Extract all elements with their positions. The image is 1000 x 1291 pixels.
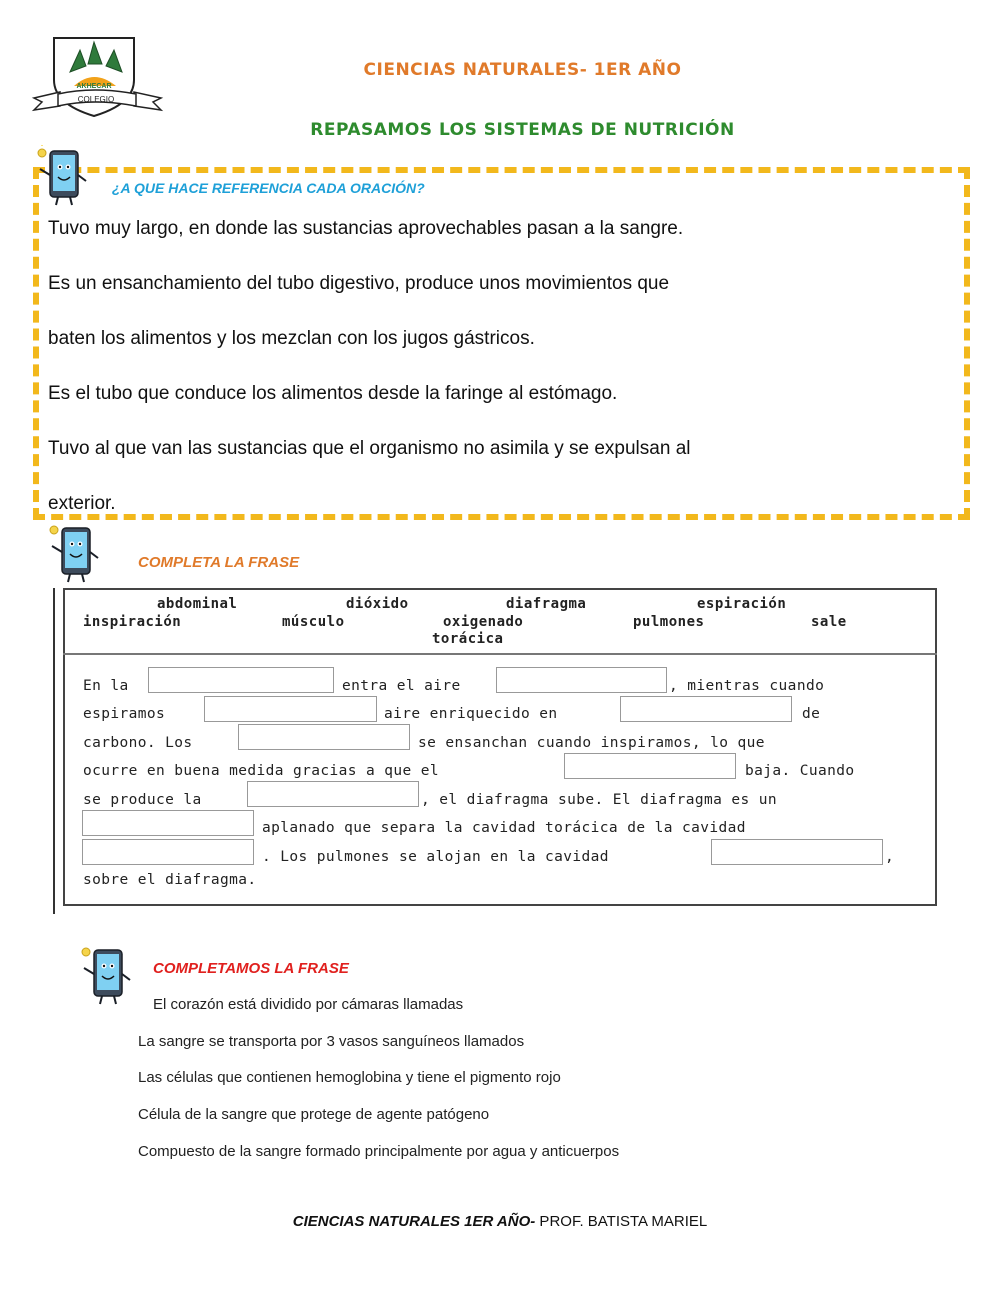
section2-heading: COMPLETA LA FRASE (138, 554, 300, 571)
fill-blank-4[interactable] (620, 696, 792, 722)
exercise-text: entra el aire (342, 678, 461, 694)
page-footer (0, 1213, 1000, 1230)
question-line-3: Las células que contienen hemoglobina y tiene el pigmento rojo (138, 1069, 561, 1086)
page-subtitle: REPASAMOS LOS SISTEMAS DE NUTRICIÓN (310, 120, 735, 140)
footer-teacher: PROF. BATISTA MARIEL (535, 1213, 708, 1230)
word-bank-divider (63, 653, 937, 655)
fill-blank-10[interactable] (711, 839, 883, 865)
exercise-text: de (802, 706, 821, 722)
exercise-text: , mientras cuando (669, 678, 825, 694)
exercise-text: En la (83, 678, 129, 694)
question-line-1: El corazón está dividido por cámaras llamadas (153, 996, 464, 1013)
question-line-4: Célula de la sangre que protege de agente patógeno (138, 1106, 490, 1123)
question-line-5: Compuesto de la sangre formado principalmente por agua y anticuerpos (138, 1143, 620, 1160)
fill-blank-9[interactable] (82, 839, 254, 865)
exercise-text: espiramos (83, 706, 166, 722)
word-bank-item: torácica (432, 631, 504, 647)
sentence-4: Tuvo al que van las sustancias que el organismo no asimila y se expulsan al (48, 438, 691, 459)
word-bank-item: inspiración (83, 614, 182, 630)
fill-blank-2[interactable] (496, 667, 667, 693)
sentence-1: Tuvo muy largo, en donde las sustancias aprovechables pasan a la sangre. (48, 218, 684, 239)
exercise-text: sobre el diafragma. (83, 872, 257, 888)
page-title: CIENCIAS NATURALES- 1ER AÑO (363, 60, 682, 80)
sentence-2: Es un ensanchamiento del tubo digestivo, produce unos movimientos que (48, 273, 670, 294)
exercise-left-border (53, 588, 55, 914)
fill-blank-1[interactable] (148, 667, 334, 693)
exercise-text: se produce la (83, 792, 202, 808)
exercise-text: , el diafragma sube. El diafragma es un (421, 792, 778, 808)
fill-blank-3[interactable] (204, 696, 377, 722)
section3-heading: COMPLETAMOS LA FRASE (153, 960, 349, 977)
exercise-text: carbono. Los (83, 735, 193, 751)
section1-heading: ¿A QUE HACE REFERENCIA CADA ORACIÓN? (112, 180, 425, 196)
sentence-4-continued: exterior. (48, 493, 116, 514)
exercise-text: aire enriquecido en (384, 706, 558, 722)
smart-phone-mascot-icon (42, 522, 104, 584)
fill-blank-5[interactable] (238, 724, 410, 750)
word-bank-item: dióxido (346, 596, 409, 612)
exercise-text: aplanado que separa la cavidad torácica de la cavidad (262, 820, 746, 836)
word-bank-item: diafragma (506, 596, 587, 612)
smart-phone-mascot-icon (74, 944, 136, 1006)
exercise-text: . Los pulmones se alojan en la cavidad (262, 849, 609, 865)
exercise-text: , (885, 849, 895, 865)
footer-course: CIENCIAS NATURALES 1ER AÑO- (292, 1213, 536, 1230)
exercise-text: baja. Cuando (745, 763, 855, 779)
fill-blank-7[interactable] (247, 781, 419, 807)
logo-text: COLEGIO (77, 95, 115, 104)
exercise-text: se ensanchan cuando inspiramos, lo que (418, 735, 765, 751)
fill-blank-6[interactable] (564, 753, 736, 779)
word-bank-item: espiración (697, 596, 787, 612)
logo-subtext: AKHECAR (76, 83, 112, 90)
question-line-2: La sangre se transporta por 3 vasos sanguíneos llamados (138, 1033, 525, 1050)
word-bank-item: pulmones (633, 614, 705, 630)
word-bank-item: abdominal (157, 596, 238, 612)
exercise-text: ocurre en buena medida gracias a que el (83, 763, 440, 779)
sentence-3: Es el tubo que conduce los alimentos desde la faringe al estómago. (48, 383, 618, 404)
word-bank-item: sale (811, 614, 847, 630)
word-bank-item: oxigenado (443, 614, 524, 630)
sentence-2-continued: baten los alimentos y los mezclan con los jugos gástricos. (48, 328, 535, 349)
smart-phone-mascot-icon (30, 145, 92, 207)
word-bank-item: músculo (282, 614, 345, 630)
fill-blank-8[interactable] (82, 810, 254, 836)
